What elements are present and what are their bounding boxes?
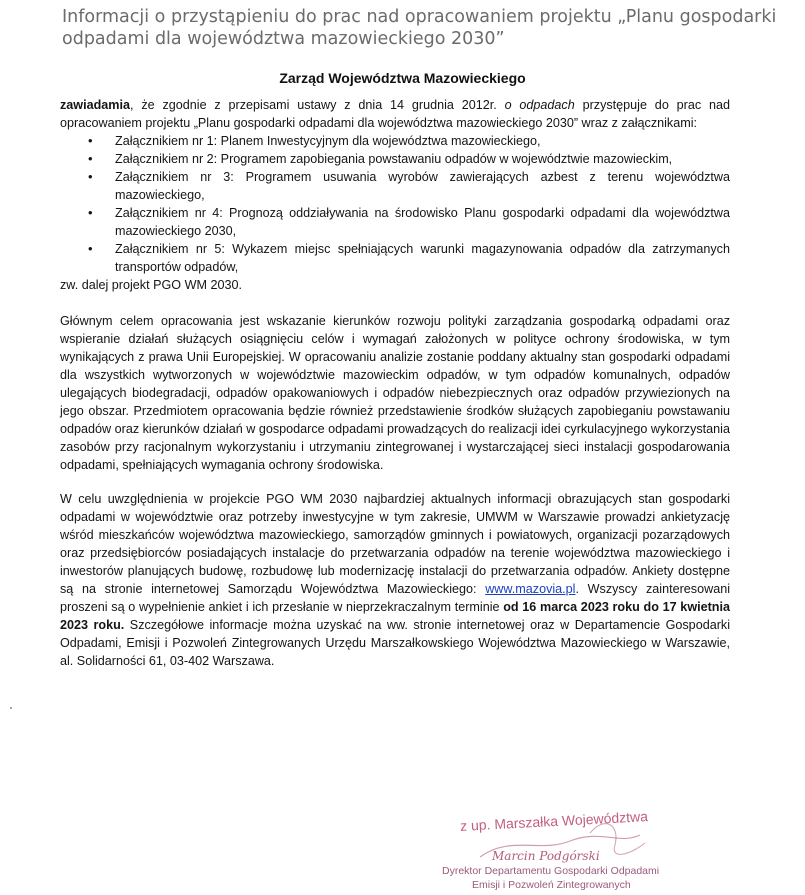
annex-list — [60, 132, 730, 276]
mazovia-link[interactable]: www.mazovia.pl — [485, 582, 576, 596]
survey-deadline: od 16 marca 2023 roku do 17 kwietnia 2023 roku. — [60, 600, 731, 632]
goal-paragraph: Głównym celem opracowania jest wskazanie kierunków rozwoju polityki zarządzania gospodarką odpadami oraz wspieranie działań służących osiągnięciu celów i wymagań założonych w polityce ochrony środowiska, w tym wynikających z prawa Unii Europejskiej. W opracowaniu analizie zostanie poddany aktualny stan gospodarki odpadami dla wszystkich wytworzonych w województwie mazowieckim odpadów, w tym odpadów komunalnych, odpadów ulegających biodegradacji, odpadów opakowaniowych i odpadów niebezpiecznych oraz odpadów przywiezionych na jego obszar. Przedmiotem opracowania będzie również przedstawienie środków służących zapobieganiu powstawaniu odpadów oraz kierunków działań w gospodarce odpadami prowadzących do realizacji idei cyrkulacyjnego wykorzystania zasobów przy racjonalnym wykorzystaniu i utrzymaniu zintegrowanej i wystarczającej sieci instalacji gospodarowania odpadami, spełniających wymagania ochrony środowiska. — [60, 314, 730, 472]
annex-item-3: • Załącznikiem nr 3: Programem usuwania wyrobów zawierających azbest z terenu województwa mazowieckiego, — [115, 168, 730, 204]
survey-text-3: Szczegółowe informacje można uzyskać na ww. stronie internetowej oraz w Departamencie Gospodarki Odpadami, Emisji i Pozwoleń Zintegrowanych Urzędu Marszałkowskiego Województwa Mazowieckiego w Warszawie, al. Solidarności 61, 03-402 Warszawa. — [60, 618, 730, 668]
intro-lead: zawiadamia — [60, 98, 130, 112]
survey-text-1: W celu uwzględnienia w projekcie PGO WM 2030 najbardziej aktualnych informacji obrazujących stan gospodarki odpadami w województwie oraz potrzeby inwestycyjne w tym zakresie, UMWM w Warszawie prowadzi ankietyzację wśród mieszkańców województwa mazowieckiego, samorządów gminnych i powiatowych, organizacji pozarządowych oraz przedsiębiorców posiadających instalacje do przetwarzania odpadów na terenie województwa mazowieckiego i inwestorów planujących budowę, rozbudowę lub modernizację instalacji do przetwarzania odpadów. Ankiety dostępne są na stronie internetowej Samorządu Województwa Mazowieckiego: — [60, 492, 730, 596]
stamp-department: Emisji i Pozwoleń Zintegrowanych — [472, 879, 631, 891]
annex-item-5: • Załącznikiem nr 5: Wykazem miejsc spełniających warunki magazynowania odpadów dla zatrzymanych transportów odpadów, — [115, 240, 730, 276]
scan-speck — [10, 707, 12, 709]
document-title: Informacji o przystąpieniu do prac nad opracowaniem projektu „Planu gospodarki odpadami dla województwa mazowieckiego 2030” — [62, 7, 777, 49]
authority-heading: Zarząd Województwa Mazowieckiego — [279, 70, 526, 86]
annex-item-1: • Załącznikiem nr 1: Planem Inwestycyjnym dla województwa mazowieckiego, — [115, 132, 730, 150]
notice-body — [60, 96, 730, 670]
survey-paragraph — [60, 490, 730, 670]
intro-act-title: o odpadach — [504, 98, 575, 112]
stamp-authorization: z up. Marszałka Województwa — [459, 808, 649, 834]
annex-item-4: • Załącznikiem nr 4: Prognozą oddziaływania na środowisko Planu gospodarki odpadami dla województwa mazowieckiego 2030, — [115, 204, 730, 240]
annex-item-2: • Załącznikiem nr 2: Programem zapobiegania powstawaniu odpadów w województwie mazowieckim, — [115, 150, 730, 168]
intro-text-2: przystępuje do prac nad opracowaniem projektu „Planu gospodarki odpadami dla województwa mazowieckiego 2030” wraz z załącznikami: — [60, 98, 730, 130]
short-name-line: zw. dalej projekt PGO WM 2030. — [60, 278, 242, 292]
intro-text-1: , że zgodnie z przepisami ustawy z dnia 14 grudnia 2012r. — [130, 98, 505, 112]
intro-paragraph — [60, 96, 730, 132]
stamp-position: Dyrektor Departamentu Gospodarki Odpadami — [442, 865, 660, 877]
stamp-signatory-name: Marcin Podgórski — [492, 849, 600, 863]
survey-text-2: . Wszyscy zainteresowani proszeni są o wypełnienie ankiet i ich przesłanie w nieprzekraczalnym terminie — [60, 582, 731, 614]
signature-stamp — [420, 805, 720, 895]
